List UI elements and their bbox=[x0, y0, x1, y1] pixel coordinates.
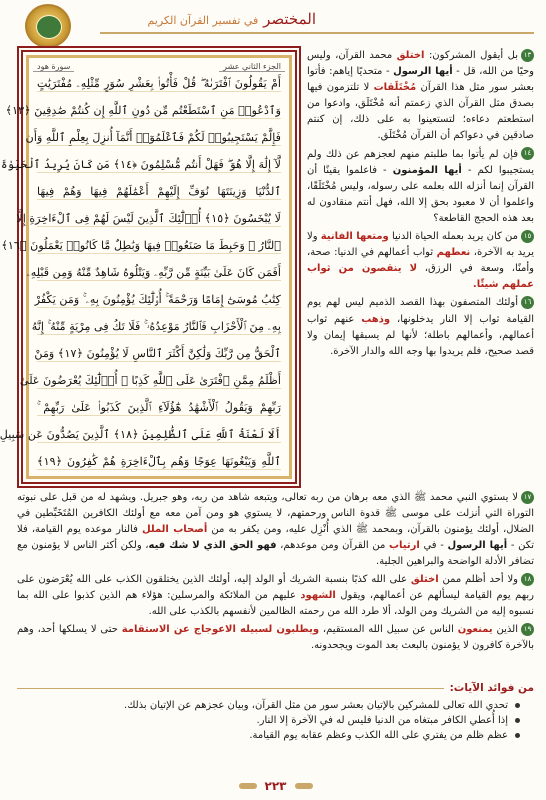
list-item: عظم ظلم من يفتري على الله الكذب وعظم عقابه يوم القيامة. bbox=[17, 728, 520, 743]
tafsir-verse-15: ١٥من كان يريد بعمله الحياة الدنيا ومتعها الفانية ولا يريد به الآخرة، نعطهم ثواب أعمالهم في الدنيا: صحة، وأمنًا، وسعة في الرزق، لا ينقصون من ثواب عملهم شيئًا. bbox=[307, 231, 534, 291]
publisher-logo bbox=[25, 4, 71, 48]
verse-benefits bbox=[17, 681, 534, 743]
verse-number: ١٩ bbox=[521, 623, 534, 636]
page-number: ٢٢٣ bbox=[264, 779, 287, 793]
tafsir-verse-13: ١٣بل أيقول المشركون: اختلق محمد القرآن، وليس وحيًا من الله، قل - أيها الرسول - متحديًا إياهم: فأتوا بعشر سور مثل هذا القرآن مُخْتَلَقات لا تلتزمون فيها بصدق مثل القرآن الذي زعمتم أنه مُخْتَلَق، وادعوا من استطعتم دعاءه؛ لتستعينوا به على ذلك، إن كنتم صادقين في دعواكم أن القرآن مُخْتَلَق. bbox=[307, 50, 534, 142]
book-title: المختصر في تفسير القرآن الكريم bbox=[147, 10, 316, 28]
quran-line: أَفَمَن كَانَ عَلَىٰ بَيِّنَةٍ مِّن رَّبِّهِۦ وَيَتْلُوهُ شَاهِدٌ مِّنْهُ وَمِن قَبْلِهِۦ bbox=[37, 267, 281, 281]
verse-number: ١٦ bbox=[521, 296, 534, 309]
header-divider bbox=[100, 32, 534, 34]
quran-line: لَّآ إِلَٰهَ إِلَّا هُوَ ۖ فَهَلْ أَنتُم مُّسْلِمُونَ ﴿١٤﴾ مَن كَانَ يُرِيدُ ٱلْحَيَوٰةَ bbox=[37, 159, 281, 173]
ornament-icon bbox=[295, 783, 313, 789]
tafsir-verse-14: ١٤فإن لم يأتوا بما طلبتم منهم لعجزهم عن ذلك ولم يستجيبوا لكم - أيها المؤمنون - فاعلموا يقينًا أن القرآن إنما أنزله الله بعلمه على رسوله، وليس مُخْتَلَقًا، واعلموا أن لا معبود بحق إلا الله، فهل أنتم منقادون له بعد هذه الحجج القاطعة؟ bbox=[307, 148, 534, 224]
surah-label: سورة هود bbox=[33, 62, 74, 72]
quran-line: ٱلدُّنْيَا وَزِينَتَهَا نُوَفِّ إِلَيْهِمْ أَعْمَٰلَهُمْ فِيهَا وَهُمْ فِيهَا bbox=[37, 186, 281, 200]
tafsir-verse-18: ١٨ولا أحد أظلم ممن اختلق على الله كذبًا بنسبة الشريك أو الولد إليه، أولئك الذين يختلقون الكذب على الله يُعْرَضون على ربهم يوم القيامة ليسألهم عن أعمالهم، ويقول الشهود عليهم من الملائكة والمرسلين: هؤلاء هم الذين كذبوا على الله بما نسبوه إليه من الشريك ومن الولد، ألا طرد الله من رحمته الظالمين لأنفسهم بالكذب على الله. bbox=[17, 574, 534, 617]
benefits-list bbox=[17, 698, 520, 743]
verse-number: ١٨ bbox=[521, 573, 534, 586]
quran-line: رَبِّهِمْ وَيَقُولُ ٱلْأَشْهَٰدُ هَٰٓؤُلَآءِ ٱلَّذِينَ كَذَبُوا۟ عَلَىٰ رَبِّهِمْ ۚ bbox=[37, 402, 281, 416]
quran-line: ٱللَّهِ وَيَبْغُونَهَا عِوَجًا وَهُم بِٱلْءَاخِرَةِ هُمْ كَٰفِرُونَ ﴿١٩﴾ bbox=[37, 456, 281, 470]
quran-line: أَلَا لَعْنَةُ ٱللَّهِ عَلَى ٱلظَّٰلِمِينَ ﴿١٨﴾ ٱلَّذِينَ يَصُدُّونَ عَن سَبِيلِ bbox=[37, 429, 281, 443]
quran-line: لَا يُبْخَسُونَ ﴿١٥﴾ أُو۟لَٰٓئِكَ ٱلَّذِينَ لَيْسَ لَهُمْ فِى ٱلْءَاخِرَةِ إِلَّا bbox=[37, 213, 281, 227]
book-subtitle: في تفسير القرآن الكريم bbox=[147, 14, 259, 27]
verse-number: ١٤ bbox=[521, 147, 534, 160]
tafsir-full-width bbox=[17, 490, 534, 656]
quran-text bbox=[0, 77, 281, 470]
logo-emblem bbox=[36, 15, 62, 39]
quran-line: فَإِلَّمْ يَسْتَجِيبُوا۟ لَكُمْ فَٱعْلَمُوٓا۟ أَنَّمَآ أُنزِلَ بِعِلْمِ ٱللَّهِ وَأَن bbox=[37, 132, 281, 146]
quran-line: أَمْ يَقُولُونَ ٱفْتَرَىٰهُ ۖ قُلْ فَأْتُوا۟ بِعَشْرِ سُوَرٍ مِّثْلِهِۦ مُفْتَرَيَٰتٍ bbox=[37, 78, 281, 92]
tafsir-verse-16: ١٦أولئك المتصفون بهذا القصد الذميم ليس لهم يوم القيامة ثواب إلا النار يدخلونها، وذهب عنهم ثواب أعمالهم، وأعمالهم باطلة؛ لأنها لم يسبقها إيمان ولا قصد صحيح، فلم يريدوا بها وجه الله والدار الآخرة. bbox=[307, 297, 535, 357]
quran-line: كِتَٰبُ مُوسَىٰٓ إِمَامًا وَرَحْمَةً ۚ أُو۟لَٰٓئِكَ يُؤْمِنُونَ بِهِۦ ۚ وَمَن يَكْفُرْ bbox=[37, 294, 281, 308]
quran-line: ٱلنَّارُ ۖ وَحَبِطَ مَا صَنَعُوا۟ فِيهَا وَبَٰطِلٌ مَّا كَانُوا۟ يَعْمَلُونَ ﴿١٦﴾ bbox=[37, 240, 281, 254]
juz-label: الجزء الثاني عشر bbox=[219, 62, 285, 72]
tafsir-verse-19: ١٩الذين يمنعون الناس عن سبيل الله المستقيم، ويطلبون لسبيله الاعوجاج عن الاستقامة حتى لا يسلكها أحد، وهم بالآخرة كافرون لا يؤمنون بالبعث بعد الموت ويجحدونه. bbox=[17, 624, 534, 651]
verse-number: ١٥ bbox=[521, 230, 534, 243]
verse-number: ١٣ bbox=[521, 49, 534, 62]
page-footer bbox=[5, 776, 546, 796]
quran-line: ٱلْحَقُّ مِن رَّبِّكَ وَلَٰكِنَّ أَكْثَرَ ٱلنَّاسِ لَا يُؤْمِنُونَ ﴿١٧﴾ وَمَنْ bbox=[37, 348, 281, 362]
quran-frame bbox=[0, 46, 301, 488]
ornament-icon bbox=[239, 783, 257, 789]
benefits-divider bbox=[17, 688, 444, 689]
benefits-heading: من فوائد الآيات: bbox=[17, 681, 534, 696]
quran-line: بِهِۦ مِنَ ٱلْأَحْزَابِ فَٱلنَّارُ مَوْعِدُهُۥ ۚ فَلَا تَكُ فِى مِرْيَةٍ مِّنْهُ ۚ إِنَّهُ bbox=[37, 321, 281, 335]
list-item: إذا أُعطي الكافر مبتغاه من الدنيا فليس له في الآخرة إلا النار. bbox=[17, 713, 520, 728]
tafsir-column bbox=[307, 48, 534, 362]
quran-line: أَظْلَمُ مِمَّنِ ٱفْتَرَىٰ عَلَى ٱللَّهِ كَذِبًا ۚ أُو۟لَٰٓئِكَ يُعْرَضُونَ عَلَىٰ bbox=[37, 375, 281, 389]
page-header bbox=[5, 2, 546, 46]
quran-line: وَٱدْعُوا۟ مَنِ ٱسْتَطَعْتُم مِّن دُونِ ٱللَّهِ إِن كُنتُمْ صَٰدِقِينَ ﴿١٣﴾ bbox=[37, 105, 281, 119]
tafsir-verse-17: ١٧لا يستوي النبي محمد ﷺ الذي معه برهان من ربه تعالى، ويتبعه شاهد من ربه، وهو جبريل. ويشهد له من قبل على نبوته التوراة التي أنزلت على موسى ﷺ قدوة الناس ورحمتهم، لا يستوي هو ومن آمن معه مع أولئك الكافرين المُتَخَبِّطين في الضلال، أولئك يؤمنون بالقرآن، وبمحمد ﷺ الذي أُنْزِل عليه، ومن يكفر به من أصحاب الملل فالنار موعده يوم القيامة، فلا تكن - أيها الرسول - في ارتياب من القرآن ومن موعدهم، فهو الحق الذي لا شك فيه، ولكن أكثر الناس لا يؤمنون مع تضافر الأدلة الواضحة والبراهين الجلية. bbox=[17, 492, 535, 567]
list-item: تحدي الله تعالى للمشركين بالإتيان بعشر سور من مثل القرآن، وبيان عجزهم عن الإتيان بذلك. bbox=[17, 698, 520, 713]
frame-header bbox=[33, 60, 285, 74]
verse-number: ١٧ bbox=[521, 491, 534, 504]
